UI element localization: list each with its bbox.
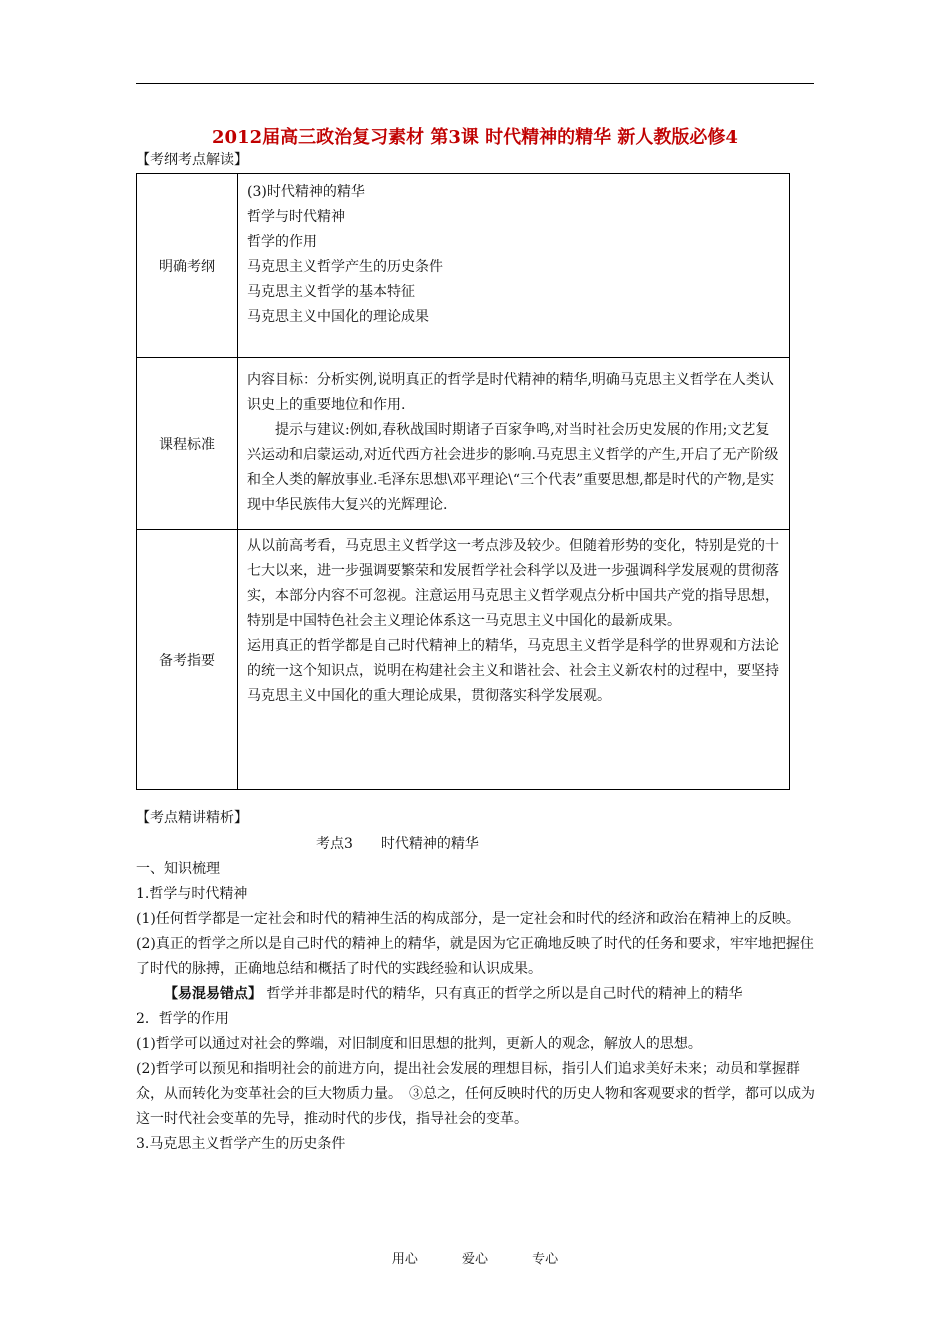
table-row bbox=[137, 358, 790, 530]
tip-label: 【易混易错点】 bbox=[164, 986, 262, 1002]
body-paragraph: (2)哲学可以预见和指明社会的前进方向，提出社会发展的理想目标，指引人们追求美好未来；动员和掌握群众，从而转化为变革社会的巨大物质力量。 ③总之，任何反映时代的历史人物和客观要求的哲学，都可以成为这一时代社会变革的先导，推动时代的步伐，指导社会的变革。 bbox=[136, 1061, 815, 1127]
header-rule bbox=[136, 83, 814, 84]
body-paragraph: (1)任何哲学都是一定社会和时代的精神生活的构成部分，是一定社会和时代的经济和政治在精神上的反映。 bbox=[136, 911, 800, 927]
list-item: 马克思主义中国化的理论成果 bbox=[247, 309, 429, 325]
document-title: 2012届高三政治复习素材 第3课 时代精神的精华 新人教版必修4 bbox=[212, 127, 738, 148]
page-footer bbox=[0, 1248, 950, 1267]
row-label: 明确考纲 bbox=[137, 174, 238, 358]
footer-word: 专心 bbox=[532, 1252, 559, 1267]
content-paragraph: 内容目标：分析实例,说明真正的哲学是时代精神的精华,明确马克思主义哲学在人类认识史上的重要地位和作用. bbox=[247, 372, 774, 413]
body-content bbox=[136, 832, 816, 1157]
row-content bbox=[238, 174, 790, 358]
row-label: 备考指要 bbox=[137, 530, 238, 790]
list-item: 哲学的作用 bbox=[247, 234, 317, 250]
content-paragraph: 提示与建议:例如,春秋战国时期诸子百家争鸣,对当时社会历史发展的作用;文艺复兴运动和启蒙运动,对近代西方社会进步的影响.马克思主义哲学的产生,开启了无产阶级和全人类的解放事业.毛泽东思想\邓平理论\“三个代表”重要思想,都是时代的产物,是实现中华民族伟大复兴的光辉理论. bbox=[247, 422, 779, 513]
list-item: 马克思主义哲学的基本特征 bbox=[247, 284, 415, 300]
footer-word: 用心 bbox=[391, 1252, 418, 1267]
row-content bbox=[238, 530, 790, 790]
tip-paragraph bbox=[136, 982, 816, 1007]
table-row bbox=[137, 174, 790, 358]
row-label: 课程标准 bbox=[137, 358, 238, 530]
list-item: 哲学与时代精神 bbox=[247, 209, 345, 225]
body-paragraph: (2)真正的哲学之所以是自己时代的精神上的精华，就是因为它正确地反映了时代的任务和要求，牢牢地把握住了时代的脉搏，正确地总结和概括了时代的实践经验和认识成果。 bbox=[136, 936, 814, 977]
point-title: 考点3 时代精神的精华 bbox=[316, 836, 479, 852]
footer-word: 爱心 bbox=[461, 1252, 488, 1267]
outline-table bbox=[136, 173, 790, 790]
section-label-outline: 【考纲考点解读】 bbox=[136, 152, 248, 168]
list-item: (3)时代精神的精华 bbox=[247, 184, 365, 200]
subheading: 2．哲学的作用 bbox=[136, 1011, 229, 1027]
tip-text: 哲学并非都是时代的精华，只有真正的哲学之所以是自己时代的精神上的精华 bbox=[262, 986, 743, 1002]
subheading: 1.哲学与时代精神 bbox=[136, 886, 248, 902]
heading-knowledge: 一、知识梳理 bbox=[136, 861, 220, 877]
table-row bbox=[137, 530, 790, 790]
list-item: 马克思主义哲学产生的历史条件 bbox=[247, 259, 443, 275]
body-paragraph: (1)哲学可以通过对社会的弊端，对旧制度和旧思想的批判，更新人的观念，解放人的思想。 bbox=[136, 1036, 702, 1052]
subheading: 3.马克思主义哲学产生的历史条件 bbox=[136, 1136, 346, 1152]
row-content bbox=[238, 358, 790, 530]
content-paragraph: 从以前高考看，马克思主义哲学这一考点涉及较少。但随着形势的变化，特别是党的十七大以来，进一步强调要繁荣和发展哲学社会科学以及进一步强调科学发展观的贯彻落实，本部分内容不可忽视。注意运用马克思主义哲学观点分析中国共产党的指导思想，特别是中国特色社会主义理论体系这一马克思主义中国化的最新成果。 bbox=[247, 538, 779, 629]
content-paragraph: 运用真正的哲学都是自己时代精神上的精华，马克思主义哲学是科学的世界观和方法论的统一这个知识点，说明在构建社会主义和谐社会、社会主义新农村的过程中，要坚持马克思主义中国化的重大理论成果，贯彻落实科学发展观。 bbox=[247, 638, 779, 704]
section-label-analysis: 【考点精讲精析】 bbox=[136, 810, 248, 826]
